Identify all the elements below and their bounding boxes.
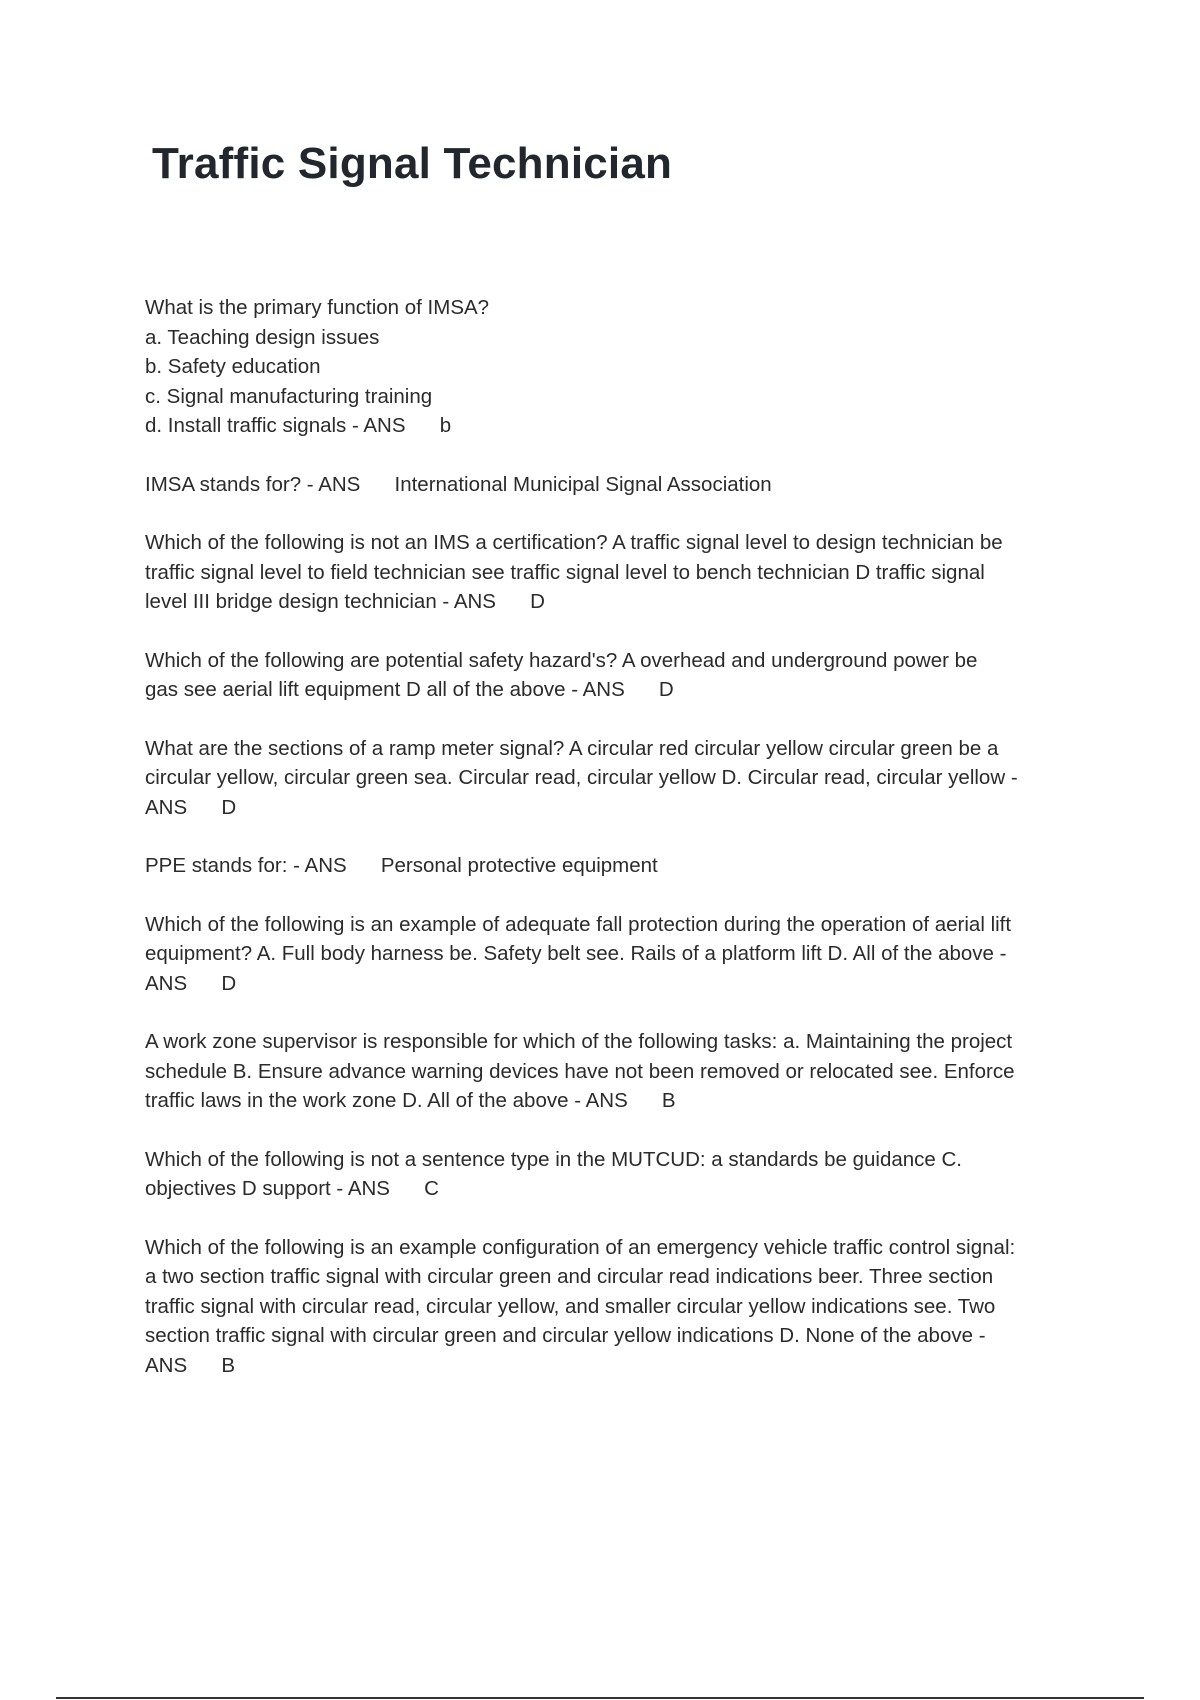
qa-line: b. Safety education	[145, 355, 321, 378]
qa-line: traffic signal level to field technician see traffic signal level to bench technician D traffic signal	[145, 560, 985, 584]
qa-line: Which of the following is not a sentence type in the MUTCUD: a standards be guidance C.	[145, 1147, 963, 1171]
qa-line: Which of the following are potential safety hazard's? A overhead and underground power be	[145, 648, 978, 672]
qa-item	[145, 528, 1095, 617]
qa-line: c. Signal manufacturing training	[145, 384, 433, 408]
qa-line: PPE stands for: - ANS Personal protective equipment	[145, 854, 658, 877]
qa-item	[145, 851, 1095, 881]
qa-list	[145, 293, 1095, 1409]
qa-line: What is the primary function of IMSA?	[145, 296, 490, 319]
qa-item	[145, 1145, 1095, 1204]
qa-line: IMSA stands for? - ANS International Municipal Signal Association	[145, 472, 772, 496]
qa-line: traffic laws in the work zone D. All of the above - ANS B	[145, 1089, 676, 1112]
qa-item	[145, 1027, 1095, 1116]
qa-line: traffic signal with circular read, circular yellow, and smaller circular yellow indications see. Two	[145, 1294, 996, 1318]
qa-line: Which of the following is an example of adequate fall protection during the operation of aerial lift	[145, 912, 1012, 936]
qa-item	[145, 293, 1095, 441]
qa-line: section traffic signal with circular green and circular yellow indications D. None of the above -	[145, 1324, 986, 1347]
qa-line: Which of the following is an example configuration of an emergency vehicle traffic control signal:	[145, 1235, 1016, 1259]
qa-line: schedule B. Ensure advance warning devices have not been removed or relocated see. Enforce	[145, 1059, 1015, 1083]
qa-line: gas see aerial lift equipment D all of the above - ANS D	[145, 678, 674, 701]
qa-line: ANS D	[145, 971, 237, 995]
footer-divider	[56, 1697, 1144, 1699]
qa-line: a two section traffic signal with circular green and circular read indications beer. Three section	[145, 1265, 994, 1288]
qa-line: circular yellow, circular green sea. Circular read, circular yellow D. Circular read, circular yellow -	[145, 766, 1018, 789]
qa-line: objectives D support - ANS C	[145, 1177, 439, 1200]
qa-line: What are the sections of a ramp meter signal? A circular red circular yellow circular green be a	[145, 736, 999, 760]
qa-line: equipment? A. Full body harness be. Safety belt see. Rails of a platform lift D. All of the above -	[145, 942, 1007, 965]
qa-item	[145, 470, 1095, 500]
qa-line: ANS B	[145, 1353, 235, 1377]
qa-line: a. Teaching design issues	[145, 325, 380, 349]
qa-item	[145, 734, 1095, 823]
page-title: Traffic Signal Technician	[152, 139, 673, 188]
qa-line: d. Install traffic signals - ANS b	[145, 414, 452, 437]
qa-line: A work zone supervisor is responsible for which of the following tasks: a. Maintaining the project	[145, 1030, 1013, 1053]
qa-item	[145, 910, 1095, 999]
qa-line: ANS D	[145, 795, 237, 819]
qa-item	[145, 646, 1095, 705]
qa-line: Which of the following is not an IMS a certification? A traffic signal level to design technician be	[145, 531, 1003, 554]
qa-item	[145, 1233, 1095, 1381]
qa-line: level III bridge design technician - ANS D	[145, 590, 545, 613]
